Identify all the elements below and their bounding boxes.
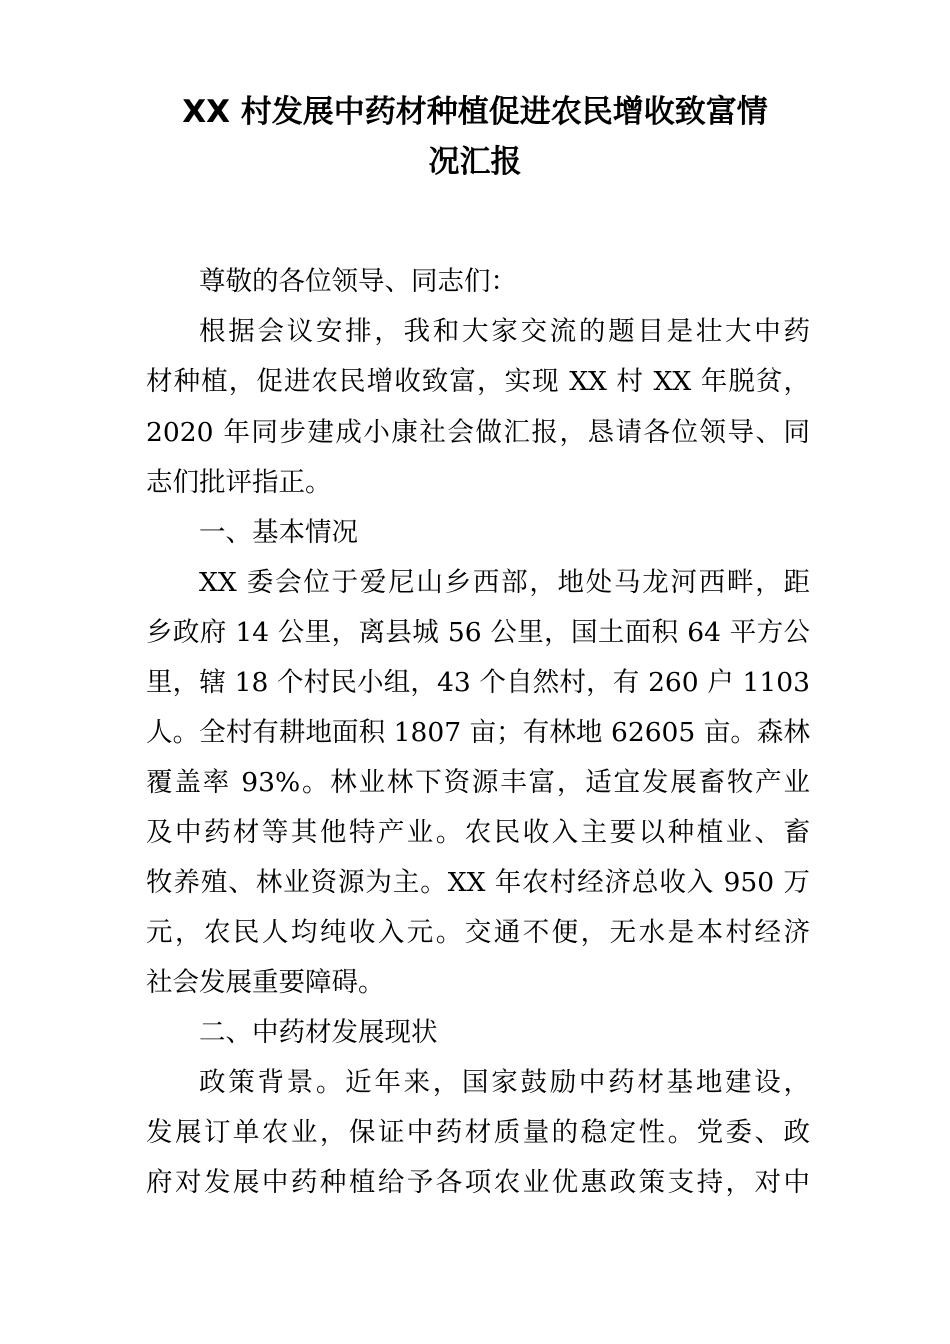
paragraph-2-line-5: 覆盖率 93%。林业林下资源丰富，适宜发展畜牧产业 <box>146 767 810 798</box>
paragraph-2-line-4: 人。全村有耕地面积 1807 亩；有林地 62605 亩。森林 <box>146 717 810 748</box>
paragraph-2-line-7: 牧养殖、林业资源为主。XX 年农村经济总收入 950 万 <box>146 867 810 898</box>
paragraph-2-line-3: 里，辖 18 个村民小组，43 个自然村，有 260 户 1103 <box>146 667 810 698</box>
paragraph-1-line-4: 志们批评指正。 <box>146 467 332 498</box>
paragraph-1-line-2: 材种植，促进农民增收致富，实现 XX 村 XX 年脱贫， <box>146 366 810 397</box>
paragraph-1-line-3: 2020 年同步建成小康社会做汇报，恳请各位领导、同 <box>146 417 810 448</box>
section-heading-2: 二、中药材发展现状 <box>199 1017 438 1048</box>
paragraph-2-line-8: 元，农民人均纯收入元。交通不便，无水是本村经济 <box>146 917 810 948</box>
paragraph-2-line-9: 社会发展重要障碍。 <box>146 967 385 998</box>
document-title-line-1: XX 村发展中药材种植促进农民增收致富情 <box>182 94 768 130</box>
salutation: 尊敬的各位领导、同志们： <box>199 266 517 297</box>
paragraph-2-line-1: XX 委会位于爱尼山乡西部，地处马龙河西畔，距 <box>199 567 810 598</box>
section-heading-1: 一、基本情况 <box>199 517 358 548</box>
paragraph-3-line-3: 府对发展中药种植给予各项农业优惠政策支持，对中 <box>146 1167 810 1198</box>
paragraph-1-line-1: 根据会议安排，我和大家交流的题目是壮大中药 <box>199 316 810 347</box>
paragraph-2-line-6: 及中药材等其他特产业。农民收入主要以种植业、畜 <box>146 817 810 848</box>
paragraph-2-line-2: 乡政府 14 公里，离县城 56 公里，国土面积 64 平方公 <box>146 617 810 648</box>
document-title-line-2: 况汇报 <box>428 144 522 180</box>
paragraph-3-line-1: 政策背景。近年来，国家鼓励中药材基地建设， <box>199 1067 810 1098</box>
paragraph-3-line-2: 发展订单农业，保证中药材质量的稳定性。党委、政 <box>146 1117 810 1148</box>
